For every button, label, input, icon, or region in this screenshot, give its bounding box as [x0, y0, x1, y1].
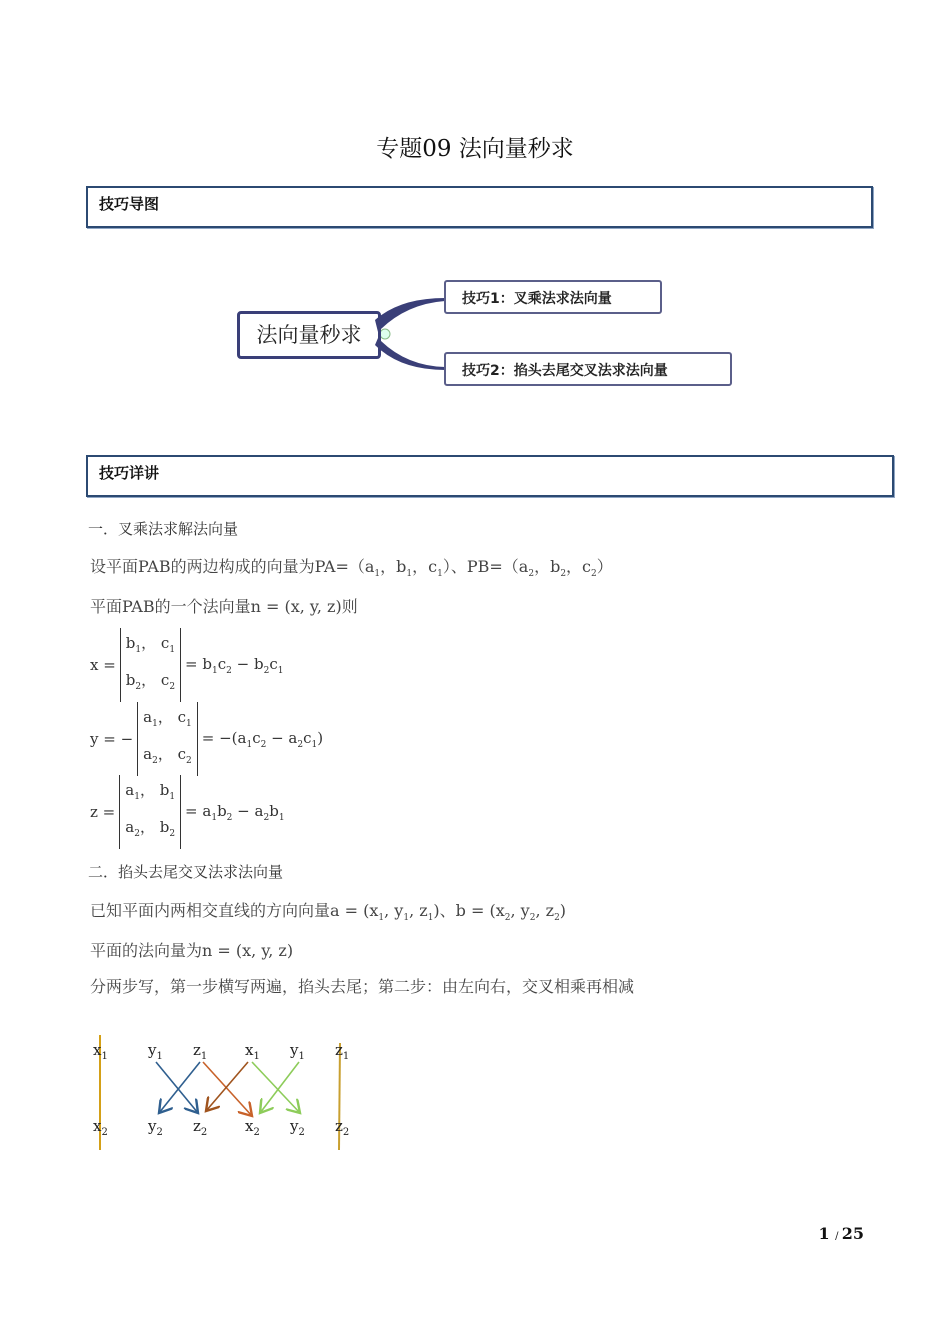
arrow-z1-y2: [159, 1062, 200, 1113]
mindmap-center: 法向量秒求: [237, 311, 381, 359]
branch-1: [375, 298, 445, 332]
det-row: $a_2$， $c_2$: [143, 745, 192, 766]
rhs: = $-(a_1c_2 - a_2c_1)$: [201, 728, 324, 750]
mindmap-node-1: 技巧1：叉乘法求法向量: [444, 280, 662, 314]
diagram-label-bottom: $y_2$: [290, 1117, 305, 1138]
formula-z: [90, 775, 285, 849]
formula-y: [90, 702, 323, 776]
part2-heading: 二．掐头去尾交叉法求法向量: [88, 863, 284, 881]
arrow-y1-z2: [156, 1062, 198, 1113]
section-label: 技巧详讲: [99, 464, 160, 482]
page-number: 1 / 25: [818, 1224, 864, 1243]
det-row: $b_1$， $c_1$: [125, 634, 176, 655]
formula-x: [90, 628, 283, 702]
diagram-label-top: $x_1$: [245, 1041, 260, 1062]
part2-line3: 分两步写，第一步横写两遍，掐头去尾；第二步：由左向右，交叉相乘再相减: [90, 977, 635, 996]
diagram-label-bottom: $z_2$: [193, 1117, 208, 1138]
page-current: 1: [818, 1224, 830, 1243]
diagram-label-top: $x_1$: [93, 1041, 108, 1062]
mindmap-node-2: 技巧2：掐头去尾交叉法求法向量: [444, 352, 732, 386]
det-row: $a_1$， $b_1$: [125, 781, 176, 802]
section-label: 技巧导图: [99, 195, 160, 213]
part1-heading: 一．叉乘法求解法向量: [88, 520, 239, 538]
determinant: [119, 775, 181, 849]
det-row: $a_1$， $c_1$: [143, 708, 192, 729]
determinant: [137, 702, 198, 776]
diagram-label-bottom: $x_2$: [245, 1117, 260, 1138]
diagram-label-bottom: $z_2$: [335, 1117, 350, 1138]
page-total: 25: [841, 1224, 864, 1243]
lhs: z =: [90, 803, 116, 821]
rhs: = $b_1c_2 - b_2c_1$: [185, 654, 284, 676]
diagram-label-bottom: $y_2$: [148, 1117, 163, 1138]
section-header-mindmap: [86, 186, 873, 228]
collapse-icon[interactable]: [380, 329, 390, 339]
diagram-label-top: $z_1$: [193, 1041, 208, 1062]
diagram-label-bottom: $x_2$: [93, 1117, 108, 1138]
det-row: $b_2$， $c_2$: [125, 671, 176, 692]
part2-line2: 平面的法向量为n = (x, y, z): [90, 941, 294, 960]
section-header-details: [86, 455, 894, 497]
diagram-label-top: $y_1$: [290, 1041, 305, 1062]
part1-line2: 平面PAB的一个法向量n = (x, y, z)则: [90, 597, 358, 616]
diagram-label-top: $y_1$: [148, 1041, 163, 1062]
page-title: 专题09 法向量秒求: [376, 136, 574, 162]
rhs: = $a_1b_2 - a_2b_1$: [185, 801, 285, 823]
diagram-label-top: $z_1$: [335, 1041, 350, 1062]
part2-line1: 已知平面内两相交直线的方向向量$a = (x_1$, $y_1$, $z_1$)、$b = (x_2$, $y_2$, $z_2$): [90, 901, 567, 924]
lhs: y = −: [90, 730, 134, 748]
determinant: [120, 628, 181, 702]
branch-2: [375, 338, 445, 370]
lhs: x =: [90, 656, 116, 674]
det-row: $a_2$， $b_2$: [125, 818, 176, 839]
mindmap-connectors: [370, 290, 450, 380]
part1-line1: 设平面PAB的两边构成的向量为$PA=(a_1$，$b_1$，$c_1$）、$PB=(a_2$，$b_2$，$c_2$）: [90, 557, 613, 580]
arrow-z1-x2: [203, 1062, 252, 1116]
